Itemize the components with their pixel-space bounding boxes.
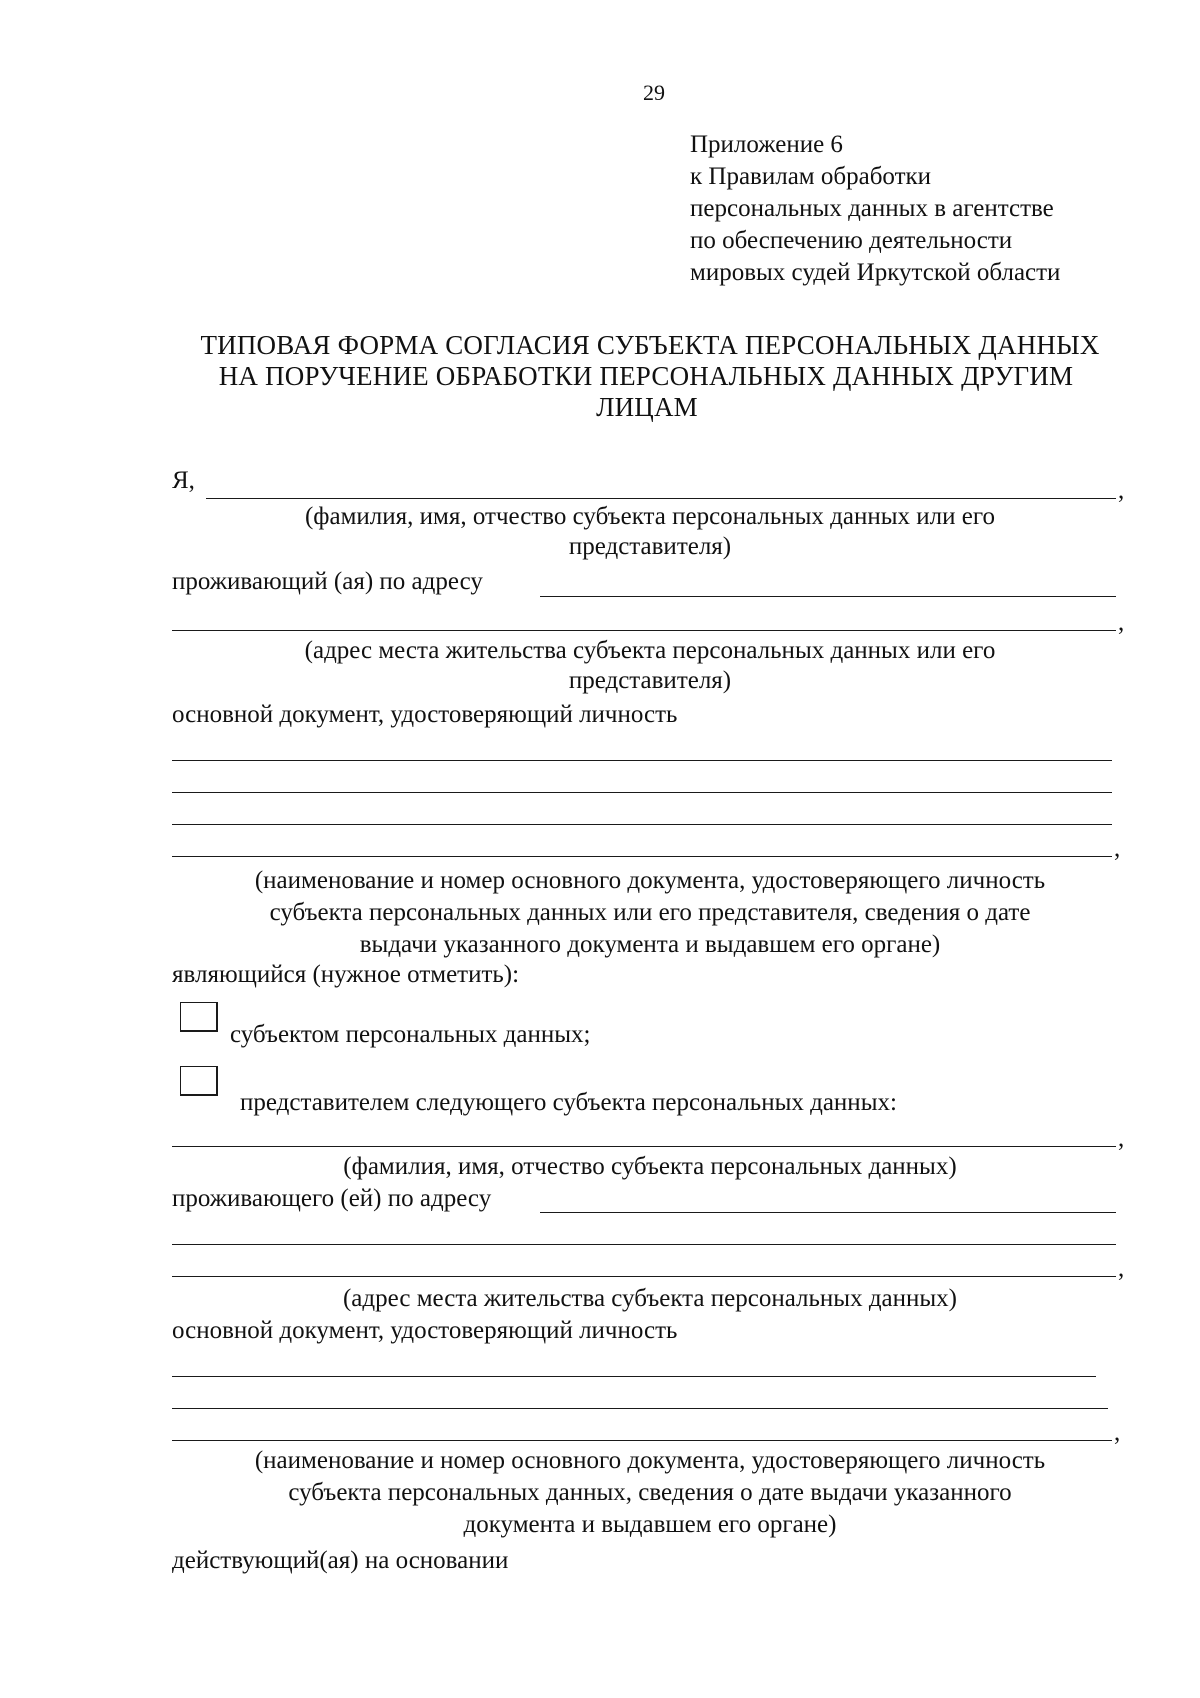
- representative-checkbox[interactable]: [180, 1066, 218, 1096]
- caption-subject-name: [150, 502, 1150, 562]
- appendix-line: Приложение 6: [690, 131, 843, 158]
- subject-name-line[interactable]: [206, 498, 1116, 499]
- caption-line: (наименование и номер основного документа, удостоверяющего личность: [254, 1447, 1046, 1474]
- caption-line: представителя): [568, 667, 732, 694]
- caption-line: (фамилия, имя, отчество субъекта персональных данных или его: [304, 503, 995, 530]
- residing-label: проживающий (ая) по адресу: [172, 568, 483, 595]
- id-document-label: основной документ, удостоверяющий личность: [172, 701, 678, 728]
- appendix-block: [690, 130, 1060, 290]
- comma: ,: [1114, 835, 1121, 862]
- rep-id-document-line-3[interactable]: [172, 1440, 1112, 1441]
- being-label: являющийся (нужное отметить):: [172, 961, 520, 988]
- subject-address-line-2[interactable]: [172, 630, 1116, 631]
- rep-address-line-2[interactable]: [172, 1244, 1116, 1245]
- rep-id-document-line-1[interactable]: [172, 1376, 1096, 1377]
- i-label: Я,: [172, 467, 195, 494]
- id-document-line-4[interactable]: [172, 856, 1112, 857]
- caption-line: (адрес места жительства субъекта персональных данных или его: [304, 637, 996, 664]
- title-line: ТИПОВАЯ ФОРМА СОГЛАСИЯ СУБЪЕКТА ПЕРСОНАЛЬНЫХ ДАННЫХ: [200, 330, 1100, 360]
- caption-line: выдачи указанного документа и выдавшем его органе): [359, 931, 941, 958]
- subject-address-line-1[interactable]: [540, 596, 1116, 597]
- id-document-line-2[interactable]: [172, 792, 1112, 793]
- caption-line: представителя): [568, 533, 732, 560]
- caption-line: субъекта персональных данных, сведения о дате выдачи указанного: [288, 1479, 1012, 1506]
- option-subject-label: субъектом персональных данных;: [230, 1021, 591, 1048]
- comma: ,: [1114, 1419, 1121, 1446]
- caption-rep-name: (фамилия, имя, отчество субъекта персональных данных): [343, 1153, 957, 1180]
- page-number: 29: [643, 80, 665, 105]
- subject-checkbox[interactable]: [180, 1002, 218, 1032]
- document-title: [150, 330, 1150, 423]
- caption-rep-address: (адрес места жительства субъекта персональных данных): [342, 1285, 958, 1312]
- comma: ,: [1118, 1255, 1125, 1282]
- id-document-line-1[interactable]: [172, 760, 1112, 761]
- caption-rep-id-document: [150, 1446, 1150, 1542]
- option-representative-label: представителем следующего субъекта персональных данных:: [240, 1089, 897, 1116]
- appendix-line: к Правилам обработки: [690, 163, 932, 190]
- caption-id-document: [150, 866, 1150, 962]
- rep-residing-label: проживающего (ей) по адресу: [172, 1185, 492, 1212]
- appendix-line: мировых судей Иркутской области: [690, 259, 1061, 286]
- rep-address-line-3[interactable]: [172, 1276, 1116, 1277]
- id-document-line-3[interactable]: [172, 824, 1112, 825]
- rep-id-document-line-2[interactable]: [172, 1408, 1108, 1409]
- title-line: НА ПОРУЧЕНИЕ ОБРАБОТКИ ПЕРСОНАЛЬНЫХ ДАННЫХ ДРУГИМ: [218, 361, 1074, 391]
- comma: ,: [1118, 1125, 1125, 1152]
- appendix-line: по обеспечению деятельности: [690, 227, 1013, 254]
- caption-line: (наименование и номер основного документа, удостоверяющего личность: [254, 867, 1046, 894]
- comma: ,: [1118, 609, 1125, 636]
- rep-name-line[interactable]: [172, 1146, 1116, 1147]
- acting-label: действующий(ая) на основании: [172, 1547, 509, 1574]
- rep-id-document-label: основной документ, удостоверяющий личность: [172, 1317, 678, 1344]
- caption-subject-address: [150, 636, 1150, 696]
- caption-line: документа и выдавшем его органе): [463, 1511, 837, 1538]
- title-line: ЛИЦАМ: [596, 392, 698, 422]
- caption-line: субъекта персональных данных или его представителя, сведения о дате: [269, 899, 1031, 926]
- comma: ,: [1118, 477, 1125, 504]
- rep-address-line-1[interactable]: [540, 1212, 1116, 1213]
- appendix-line: персональных данных в агентстве: [690, 195, 1054, 222]
